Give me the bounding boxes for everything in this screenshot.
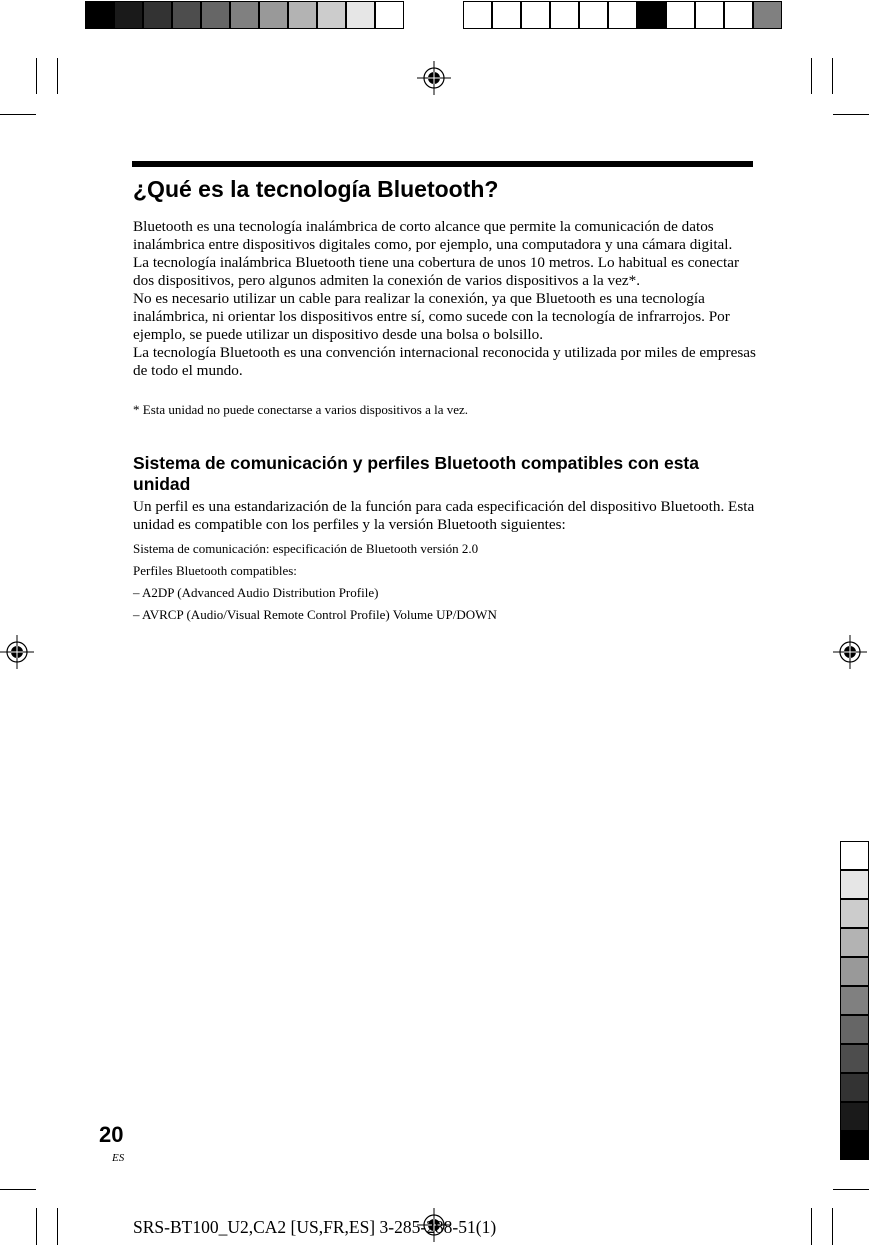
color-swatch-icon xyxy=(346,1,375,29)
print-footer: SRS-BT100_U2,CA2 [US,FR,ES] 3-285-288-51(1) xyxy=(133,1217,497,1237)
color-swatch-icon xyxy=(840,957,869,986)
registration-target-icon xyxy=(0,635,34,669)
color-swatch-icon xyxy=(230,1,259,29)
color-swatch-icon xyxy=(637,1,666,29)
color-swatch-icon xyxy=(288,1,317,29)
color-swatch-icon xyxy=(172,1,201,29)
color-swatch-icon xyxy=(695,1,724,29)
color-swatch-icon xyxy=(579,1,608,29)
registration-target-icon xyxy=(833,635,867,669)
registration-target-icon xyxy=(417,61,451,95)
heading-rule xyxy=(132,161,753,167)
color-swatch-icon xyxy=(840,986,869,1015)
color-swatch-icon xyxy=(521,1,550,29)
color-swatch-icon xyxy=(259,1,288,29)
spec-line: – AVRCP (Audio/Visual Remote Control Profile) Volume UP/DOWN xyxy=(133,607,497,622)
color-swatch-icon xyxy=(143,1,172,29)
footnote: * Esta unidad no puede conectarse a varios dispositivos a la vez. xyxy=(133,402,469,417)
color-swatch-icon xyxy=(492,1,521,29)
color-swatch-icon xyxy=(840,1044,869,1073)
color-swatch-icon xyxy=(724,1,753,29)
color-swatch-icon xyxy=(840,870,869,899)
intro-text xyxy=(133,218,758,380)
color-swatch-icon xyxy=(201,1,230,29)
color-swatch-icon xyxy=(114,1,143,29)
page-title: ¿Qué es la tecnología Bluetooth? xyxy=(133,176,499,202)
color-swatch-icon xyxy=(375,1,404,29)
color-swatch-icon xyxy=(840,841,869,870)
color-swatch-icon xyxy=(840,928,869,957)
color-swatch-icon xyxy=(317,1,346,29)
color-swatch-icon xyxy=(840,1073,869,1102)
spec-line: Sistema de comunicación: especificación de Bluetooth versión 2.0 xyxy=(133,541,479,556)
color-swatch-icon xyxy=(608,1,637,29)
spec-line: – A2DP (Advanced Audio Distribution Profile) xyxy=(133,585,379,600)
spec-line: Perfiles Bluetooth compatibles: xyxy=(133,563,297,578)
color-swatch-icon xyxy=(85,1,114,29)
section-body: Un perfil es una estandarización de la función para cada especificación del dispositivo Bluetooth. Esta unidad es compatible con los perfiles y la versión Bluetooth siguientes: xyxy=(133,498,755,533)
intro-paragraph: No es necesario utilizar un cable para realizar la conexión, ya que Bluetooth es una tecnología inalámbrica, ni orientar los dispositivos entre sí, como sucede con la tecnología de infrarrojos. Por ejemplo, se puede utilizar un dispositivo desde una bolsa o bolsillo. xyxy=(133,290,730,343)
color-swatch-icon xyxy=(463,1,492,29)
color-swatch-icon xyxy=(666,1,695,29)
intro-paragraph: La tecnología inalámbrica Bluetooth tiene una cobertura de unos 10 metros. Lo habitual es conectar dos dispositivos, pero algunos admiten la conexión de varios dispositivos a la vez*. xyxy=(133,254,740,289)
intro-paragraph: Bluetooth es una tecnología inalámbrica de corto alcance que permite la comunicación de datos inalámbrica entre dispositivos digitales como, por ejemplo, una computadora y una cámara digital. xyxy=(133,218,733,253)
page-number: 20 xyxy=(99,1122,124,1147)
color-swatch-icon xyxy=(753,1,782,29)
section-title: Sistema de comunicación y perfiles Bluetooth compatibles con esta unidad xyxy=(133,453,699,494)
color-swatch-icon xyxy=(840,1102,869,1131)
intro-paragraph: La tecnología Bluetooth es una convención internacional reconocida y utilizada por miles de empresas de todo el mundo. xyxy=(133,344,756,379)
color-swatch-icon xyxy=(550,1,579,29)
page-language: ES xyxy=(112,1152,125,1164)
color-swatch-icon xyxy=(840,1131,869,1160)
color-swatch-icon xyxy=(840,899,869,928)
color-swatch-icon xyxy=(840,1015,869,1044)
